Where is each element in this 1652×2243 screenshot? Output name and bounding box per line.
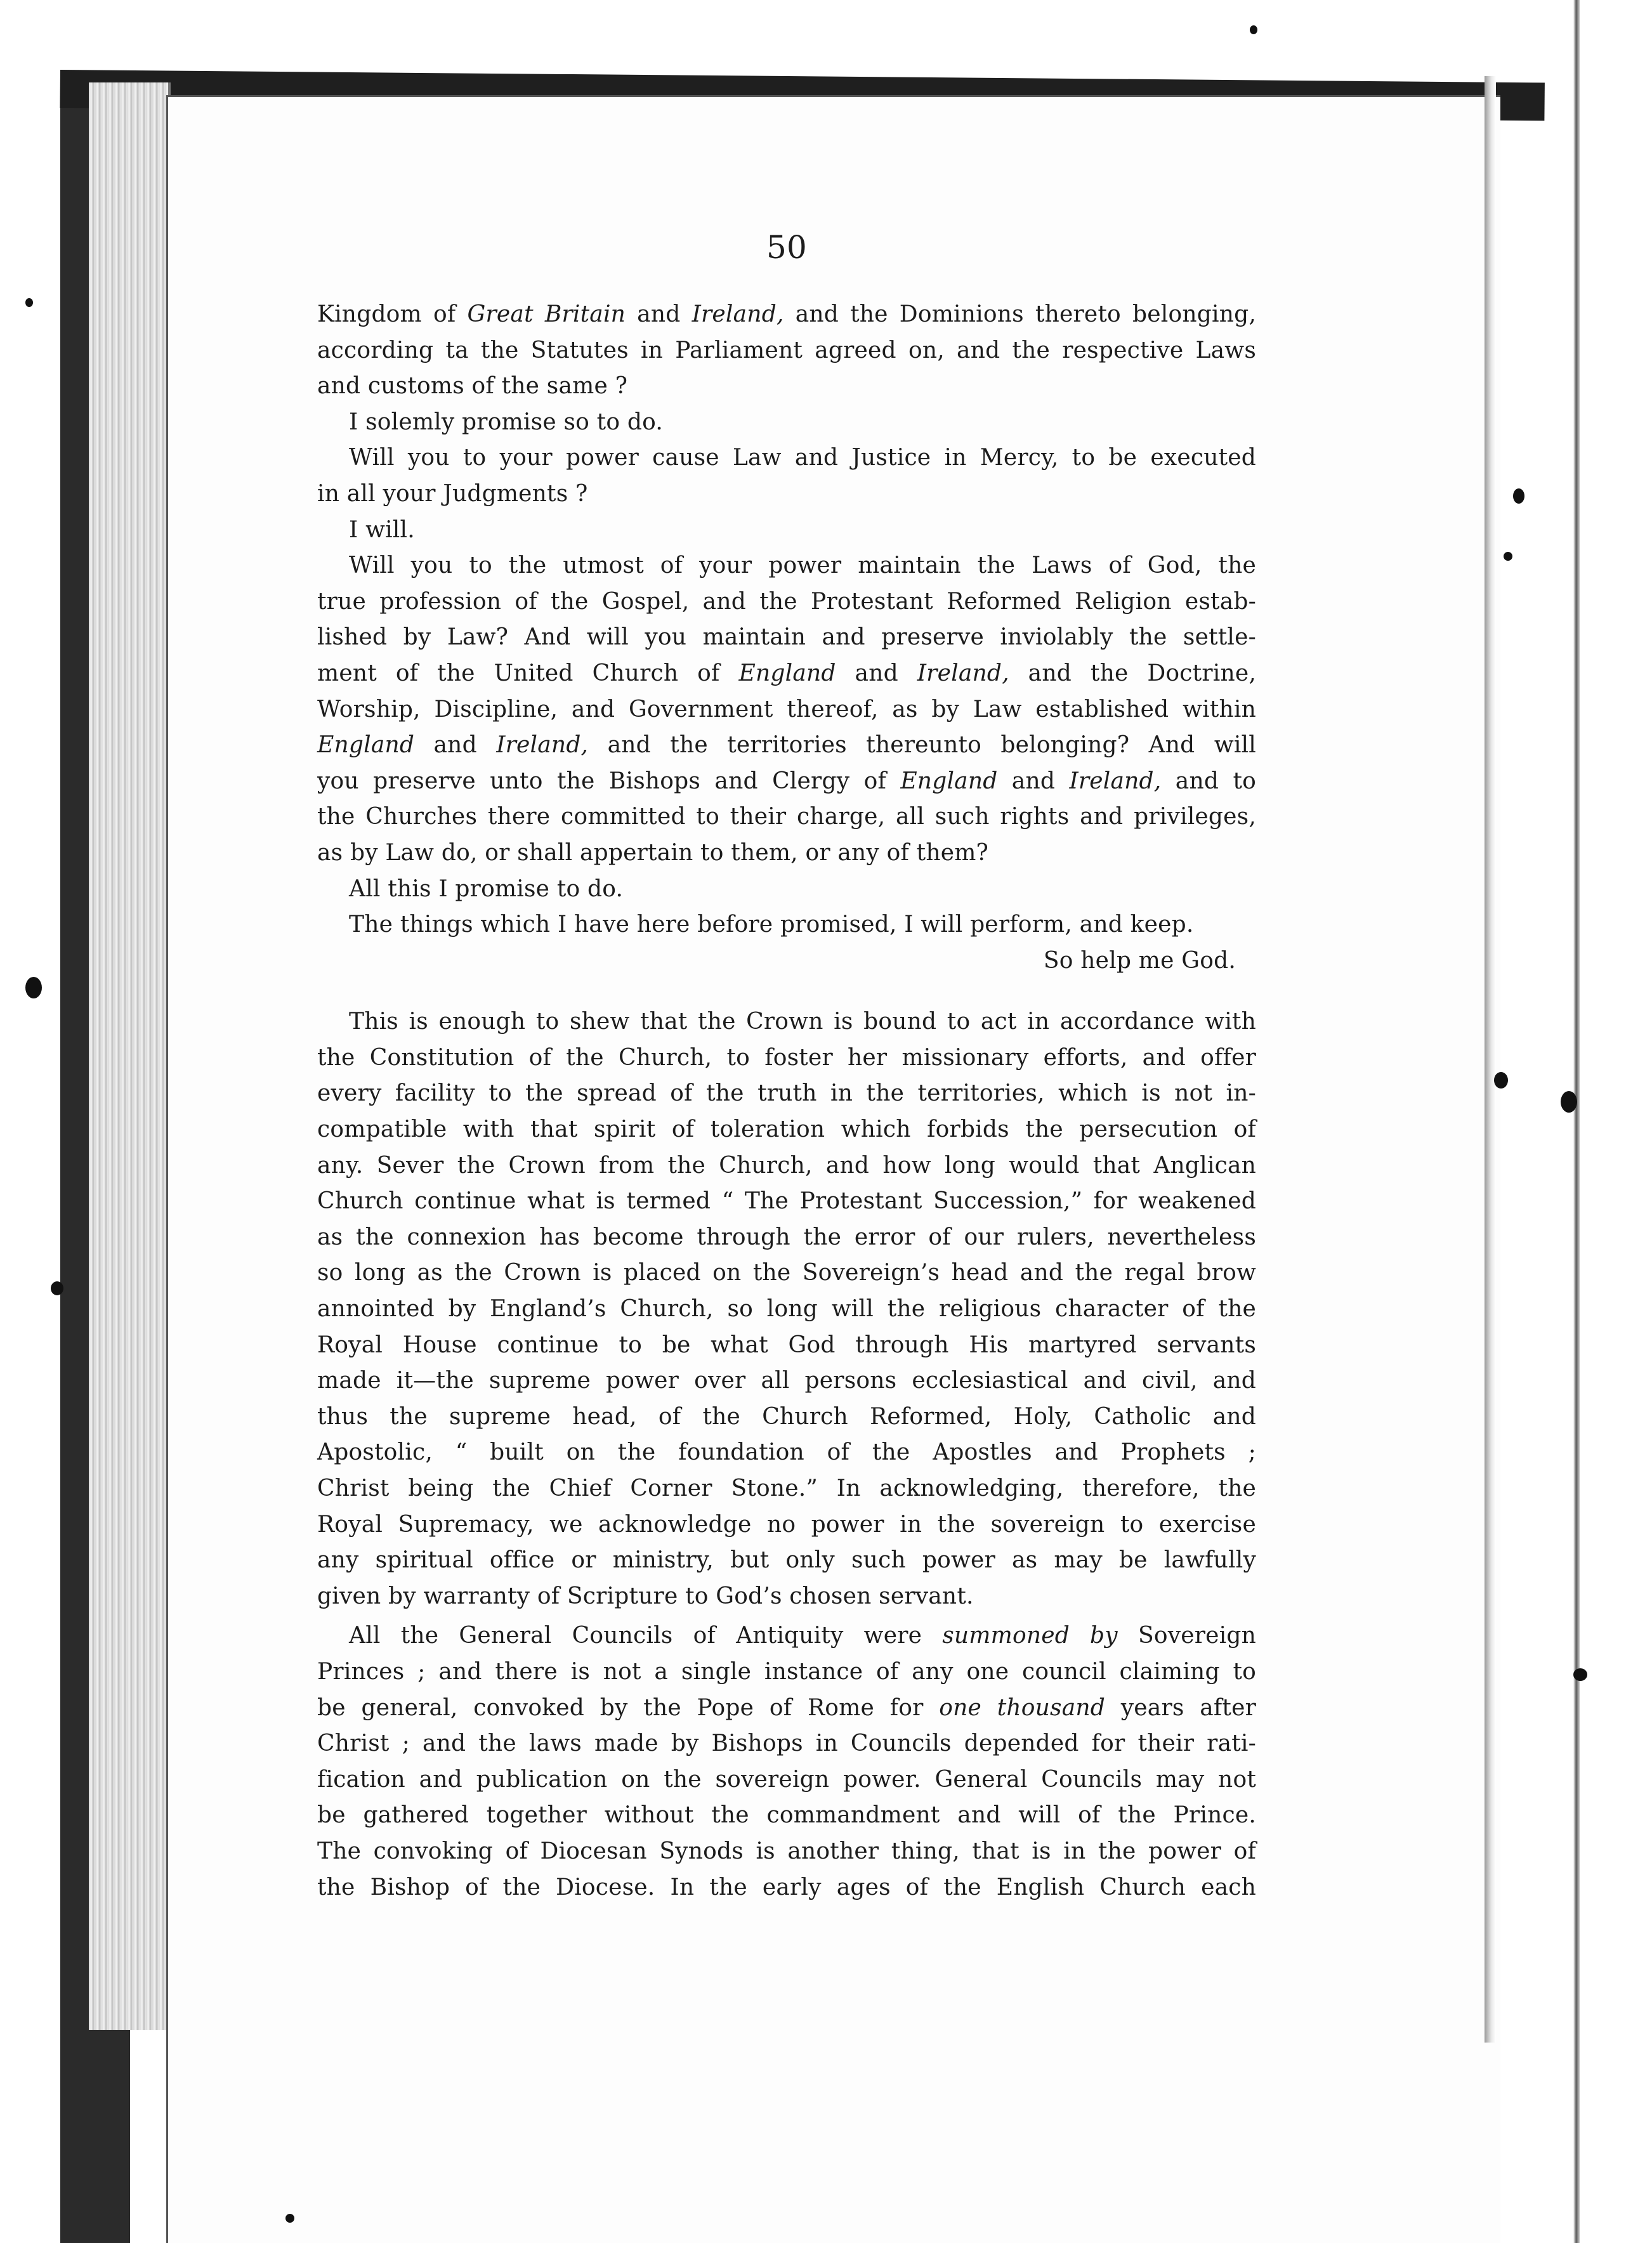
text-run: lished by Law? And will you maintain and preserve inviolably the settle- <box>317 624 1256 651</box>
text-line <box>317 513 1256 549</box>
text-run: and to <box>1161 768 1256 794</box>
text-line <box>317 1690 1256 1727</box>
facing-page-edge <box>1573 0 1580 2243</box>
text-run: the Churches there committed to their charge, all such rights and privileges, <box>317 804 1256 830</box>
text-run: be general, convoked by the Pope of Rome for <box>317 1694 940 1721</box>
text-line <box>317 728 1256 764</box>
scan-speck <box>1504 552 1512 561</box>
text-line <box>317 1112 1256 1148</box>
text-run: and <box>836 660 917 686</box>
text-run: The convoking of Diocesan Synods is another thing, that is in the power of <box>317 1838 1256 1864</box>
scan-speck <box>1573 1668 1587 1681</box>
text-line <box>317 1834 1256 1870</box>
text-line <box>317 692 1256 728</box>
text-run: and <box>414 732 497 759</box>
text-run: be gathered together without the commandment and will of the Prince. <box>317 1802 1256 1829</box>
text-run: you preserve unto the Bishops and Clergy of <box>317 768 901 794</box>
text-run: thus the supreme head, of the Church Reformed, Holy, Catholic and <box>317 1403 1256 1430</box>
text-run: any. Sever the Crown from the Church, and how long would that Anglican <box>317 1152 1256 1179</box>
italic-text: England <box>900 768 998 794</box>
text-run: Christ being the Chief Corner Stone.” In acknowledging, therefore, the <box>317 1475 1256 1501</box>
text-line <box>317 1255 1256 1292</box>
supremacy-paragraph <box>317 1004 1256 1614</box>
oath-section <box>317 297 1256 979</box>
text-line <box>317 333 1256 369</box>
document-text <box>317 228 1256 1906</box>
text-run: Royal Supremacy, we acknowledge no power in the sovereign to exercise <box>317 1511 1256 1538</box>
text-line <box>317 1184 1256 1220</box>
text-line <box>317 656 1256 692</box>
text-line <box>317 1471 1256 1507</box>
text-run: and <box>626 301 692 327</box>
text-run: Christ ; and the laws made by Bishops in Councils depended for their rati- <box>317 1730 1256 1757</box>
scan-speck <box>1513 488 1524 504</box>
paragraph-gap <box>317 979 1256 1004</box>
text-line <box>317 440 1256 476</box>
page-number: 50 <box>766 229 808 266</box>
text-line <box>317 872 1256 908</box>
italic-text: summoned by <box>942 1623 1118 1649</box>
text-run: and the Doctrine, <box>1009 660 1256 686</box>
italic-text: Ireland, <box>496 732 589 759</box>
text-run: years after <box>1105 1694 1257 1721</box>
text-run: fication and publication on the sovereign power. General Councils may not <box>317 1766 1256 1793</box>
text-line <box>317 548 1256 584</box>
text-run: as by Law do, or shall appertain to them, or any of them? <box>317 839 989 866</box>
text-line <box>317 1798 1256 1834</box>
text-line <box>317 1507 1256 1543</box>
text-line <box>317 584 1256 620</box>
text-line <box>317 1762 1256 1798</box>
text-line <box>317 1654 1256 1690</box>
text-run: Sovereign <box>1117 1623 1256 1649</box>
text-run: Worship, Discipline, and Government thereof, as by Law established within <box>317 696 1256 723</box>
text-run: This is enough to shew that the Crown is bound to act in accordance with <box>349 1009 1256 1035</box>
text-line <box>317 907 1256 943</box>
text-run: the Constitution of the Church, to foster her missionary efforts, and offer <box>317 1044 1256 1071</box>
text-run: The things which I have here before promised, I will perform, and keep. <box>349 912 1194 938</box>
text-run: annointed by England’s Church, so long will the religious character of the <box>317 1296 1256 1323</box>
text-run: made it—the supreme power over all persons ecclesiastical and civil, and <box>317 1368 1256 1394</box>
text-line <box>317 1076 1256 1112</box>
italic-text: Ireland, <box>1069 768 1162 794</box>
text-run: so long as the Crown is placed on the Sovereign’s head and the regal brow <box>317 1260 1256 1286</box>
italic-text: one thousand <box>939 1694 1106 1721</box>
councils-paragraph <box>317 1618 1256 1906</box>
text-line <box>317 1220 1256 1256</box>
scan-speck <box>1494 1072 1508 1089</box>
text-run: given by warranty of Scripture to God’s chosen servant. <box>317 1583 974 1609</box>
italic-text: Ireland, <box>917 660 1009 686</box>
text-run: any spiritual office or ministry, but only such power as may be lawfully <box>317 1547 1256 1574</box>
text-run: the Bishop of the Diocese. In the early ages of the English Church each <box>317 1874 1256 1900</box>
page-right-edge <box>1485 76 1496 2043</box>
text-run: Apostolic, “ built on the foundation of the Apostles and Prophets ; <box>317 1439 1256 1466</box>
text-run: true profession of the Gospel, and the Protestant Reformed Religion estab- <box>317 588 1256 615</box>
text-line <box>317 835 1256 872</box>
text-run: and customs of the same ? <box>317 373 628 400</box>
text-line <box>317 943 1256 979</box>
scan-speck <box>25 298 33 307</box>
text-run: in all your Judgments ? <box>317 480 588 507</box>
text-run: and the Dominions thereto belonging, <box>783 301 1256 327</box>
text-line <box>317 1328 1256 1364</box>
text-run: So help me God. <box>1043 947 1236 974</box>
text-run: Will you to your power cause Law and Justice in Mercy, to be executed <box>349 445 1256 471</box>
text-run: ment of the United Church of <box>317 660 739 686</box>
text-run: as the connexion has become through the error of our rulers, nevertheless <box>317 1224 1256 1250</box>
text-line <box>317 1543 1256 1579</box>
scan-speck <box>285 2214 294 2223</box>
text-run: Kingdom of <box>317 301 468 327</box>
text-run: I will. <box>349 516 415 543</box>
text-line <box>317 799 1256 835</box>
scan-speck <box>1250 25 1257 34</box>
text-run: Church continue what is termed “ The Protestant Succession,” for weakened <box>317 1188 1256 1215</box>
text-line <box>317 297 1256 333</box>
text-run: Will you to the utmost of your power maintain the Laws of God, the <box>349 553 1256 579</box>
italic-text: England <box>738 660 836 686</box>
text-line <box>317 764 1256 800</box>
italic-text: England <box>317 732 415 759</box>
text-line <box>317 1148 1256 1184</box>
text-line <box>317 1870 1256 1906</box>
text-run: according ta the Statutes in Parliament agreed on, and the respective Laws <box>317 337 1256 363</box>
text-run: every facility to the spread of the truth in the territories, which is not in- <box>317 1080 1256 1107</box>
text-line <box>317 1040 1256 1076</box>
text-line <box>317 620 1256 656</box>
text-run: I solemly promise so to do. <box>349 409 663 435</box>
text-run: All the General Councils of Antiquity were <box>349 1623 943 1649</box>
text-line <box>317 1618 1256 1654</box>
scan-speck <box>25 977 42 998</box>
italic-text: Great Britain <box>467 301 626 327</box>
scan-speck <box>1561 1091 1577 1113</box>
text-line <box>317 405 1256 441</box>
scan-speck <box>51 1281 63 1295</box>
text-line <box>317 1363 1256 1399</box>
text-line <box>317 476 1256 513</box>
text-line <box>317 1292 1256 1328</box>
text-line <box>317 1435 1256 1471</box>
text-run: compatible with that spirit of toleration which forbids the persecution of <box>317 1116 1256 1143</box>
text-run: and <box>997 768 1070 794</box>
text-line <box>317 1004 1256 1040</box>
text-line <box>317 369 1256 405</box>
text-run: All this I promise to do. <box>349 875 624 902</box>
text-run: and the territories thereunto belonging? And will <box>588 732 1256 759</box>
text-run: Princes ; and there is not a single instance of any one council claiming to <box>317 1658 1256 1685</box>
text-run: Royal House continue to be what God through His martyred servants <box>317 1331 1256 1358</box>
text-line <box>317 1399 1256 1435</box>
text-line <box>317 1579 1256 1615</box>
text-line <box>317 1726 1256 1762</box>
italic-text: Ireland, <box>692 301 784 327</box>
book-page-edges <box>89 82 171 2030</box>
